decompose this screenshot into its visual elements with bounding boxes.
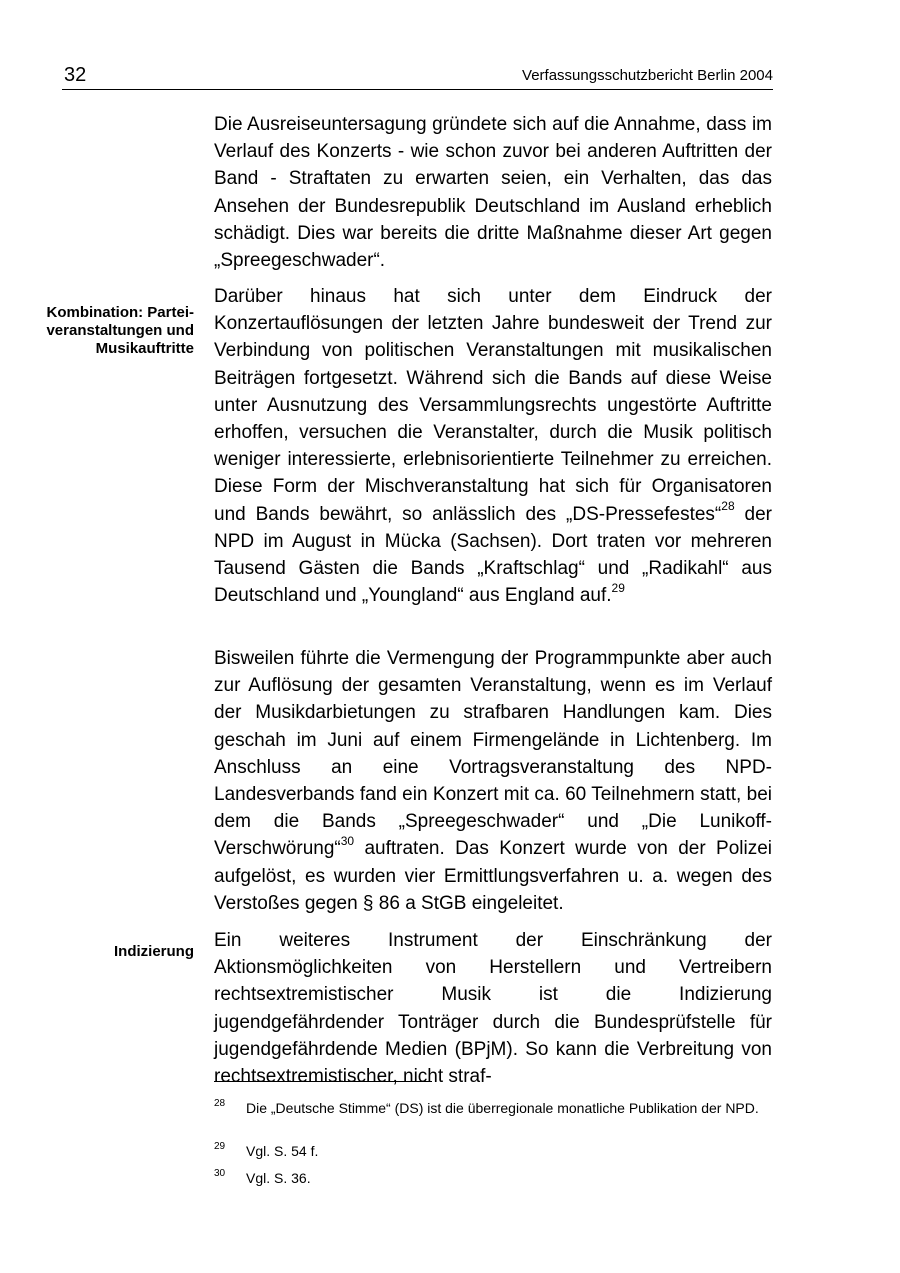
- footnote-item: [214, 1170, 772, 1186]
- footnote-item: [214, 1143, 772, 1159]
- footnote-text: Die „Deutsche Stimme“ (DS) ist die überregionale monatliche Publikation der NPD.: [246, 1100, 759, 1116]
- footnote-text: Vgl. S. 36.: [246, 1170, 311, 1186]
- margin-note-kombination: Kombination: Partei-veranstaltungen und Musikauftritte: [46, 304, 194, 357]
- paragraph-2-text-a: Darüber hinaus hat sich unter dem Eindruck der Konzertauflösungen der letzten Jahre bundesweit der Trend zur Verbindung von politischen Veranstaltungen mit musikalischen Beiträgen fortgesetzt. Während sich die Bands auf diese Weise unter Ausnutzung des Versammlungsrechts ungestörte Auftritte erhoffen, versuchen die Veranstalter, durch die Musik politisch weniger interessierte, erlebnisorientierte Teilnehmer zu erreichen. Diese Form der Mischveranstaltung hat sich für Organisatoren und Bands bewährt, so anlässlich des „DS-Pressefestes“: [214, 286, 772, 525]
- footnote-text: Vgl. S. 54 f.: [246, 1143, 319, 1159]
- paragraph-3-text-b: auftraten. Das Konzert wurde von der Polizei aufgelöst, es wurden vier Ermittlungsverfahren u. a. wegen des Verstoßes gegen § 86 a StGB eingeleitet.: [214, 838, 772, 914]
- footnote-number: 28: [214, 1098, 226, 1109]
- footnote-number: 29: [214, 1141, 226, 1152]
- page-number: 32: [64, 64, 87, 86]
- paragraph-4: Ein weiteres Instrument der Einschränkung der Aktionsmöglichkeiten von Herstellern und Vertreibern rechtsextremistischer Musik ist die Indizierung jugendgefährdender Tonträger durch die Bundesprüfstelle für jugendgefährdende Medien (BPjM). So kann die Verbreitung von rechtsextremistischer, nicht straf-: [214, 930, 772, 1088]
- footnote-item: [214, 1100, 772, 1116]
- paragraph-1: Die Ausreiseuntersagung gründete sich auf die Annahme, dass im Verlauf des Konzerts - wie schon zuvor bei anderen Auftritten der Band - Straftaten zu erwarten seien, ein Verhalten, das das Ansehen der Bundesrepublik Deutschland im Ausland erheblich schädigt. Dies war bereits die dritte Maßnahme dieser Art gegen „Spreegeschwader“.: [214, 114, 772, 272]
- paragraph-3-text-a: Bisweilen führte die Vermengung der Programmpunkte aber auch zur Auflösung der gesamten Veranstaltung, wenn es im Verlauf der Musikdarbietungen zu strafbaren Handlungen kam. Dies geschah im Juni auf einem Firmengelände in Lichtenberg. Im Anschluss an eine Vortragsveranstaltung des NPD-Landesverbands fand ein Konzert mit ca. 60 Teilnehmern statt, bei dem die Bands „Spreegeschwader“ und „Die Lunikoff-Verschwörung“: [214, 648, 772, 860]
- paragraph-2-text-b: der NPD im August in Mücka (Sachsen). Dort traten vor mehreren Tausend Gästen die Bands „Kraftschlag“ und „Radikahl“ aus Deutschland und „Youngland“ aus England auf.: [214, 503, 772, 607]
- footnote-number: 30: [214, 1168, 226, 1179]
- running-title: Verfassungsschutzbericht Berlin 2004: [522, 67, 773, 84]
- footnote-divider: [214, 1081, 432, 1082]
- footnote-ref-29: 29: [611, 580, 625, 595]
- paragraph-2: [214, 283, 772, 609]
- footnote-ref-30: 30: [340, 834, 355, 849]
- margin-note-indizierung: Indizierung: [114, 943, 194, 960]
- paragraph-3: [214, 645, 772, 917]
- footnote-ref-28: 28: [721, 499, 735, 514]
- page-header: [62, 62, 773, 90]
